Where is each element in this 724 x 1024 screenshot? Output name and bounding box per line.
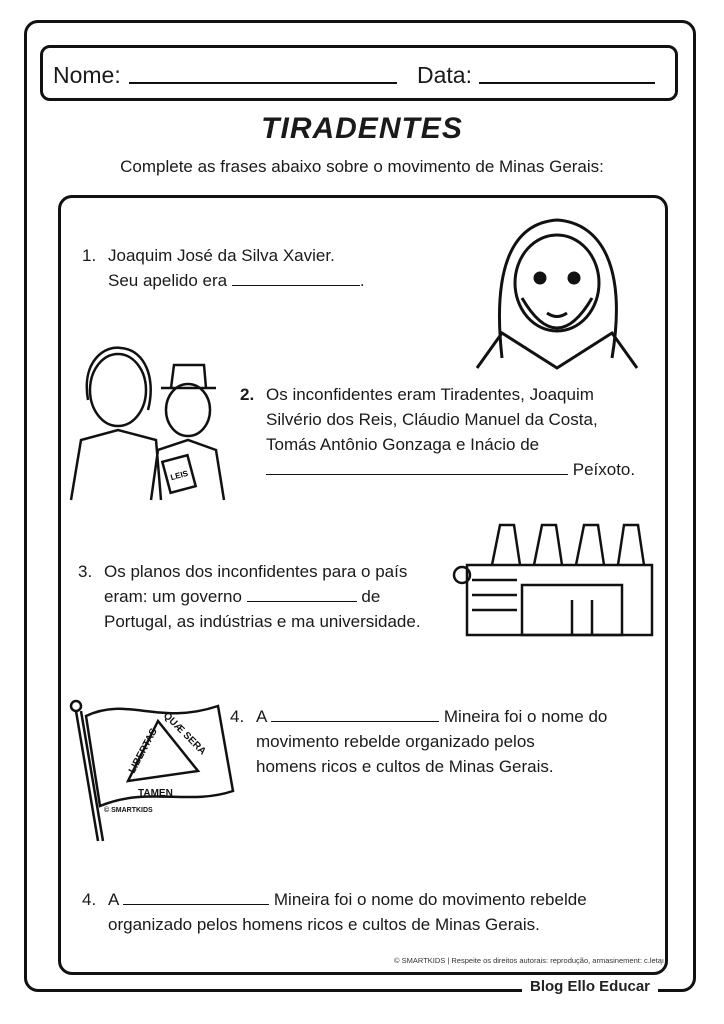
instructions: Complete as frases abaixo sobre o movimento de Minas Gerais: [120,157,604,176]
flag-text-libertas: LIBERTAS [126,726,160,776]
question-3: 3. Os planos dos inconfidentes para o país eram: um governo de Portugal, as indústrias e ma universidade. [78,562,421,631]
name-field[interactable] [129,82,397,84]
question-5: 4. A Mineira foi o nome do movimento rebelde organizado pelos homens ricos e cultos de Minas Gerais. [82,890,587,934]
book-label: LEIS [169,468,190,483]
footer-brand: Blog Ello Educar [522,978,658,995]
flag-credit: © SMARTKIDS [104,807,153,814]
flag-text-tamen: TAMEN [138,788,173,799]
flag-text-quae-sera: QUÆ SERA [160,710,208,758]
question-1: 1. Joaquim José da Silva Xavier. Seu apelido era . [82,246,365,290]
answer-blank-5[interactable] [123,890,269,905]
answer-blank-2[interactable] [266,460,568,475]
header-box [40,45,678,101]
question-2: 2. Os inconfidentes eram Tiradentes, Joaquim Silvério dos Reis, Cláudio Manuel da Costa, Tomás Antônio Gonzaga e Inácio de Peíxoto. [240,385,636,479]
answer-blank-4[interactable] [271,707,439,722]
copyright-notice: © SMARTKIDS | Respeite os direitos autorais: reprodução, armasinement: c.letąı [394,956,664,965]
factory-illustration [452,520,664,645]
date-label: Data: [417,62,472,88]
question-4: 4. A Mineira foi o nome do movimento rebelde organizado pelos homens ricos e cultos de Minas Gerais. [230,707,608,776]
minas-flag-illustration [68,696,238,846]
date-field[interactable] [479,82,655,84]
name-label: Nome: [53,62,121,88]
page-title: TIRADENTES [261,112,463,145]
inconfidentes-illustration [66,340,231,510]
tiradentes-illustration [462,208,652,370]
answer-blank-1[interactable] [232,271,360,286]
answer-blank-3[interactable] [247,587,357,602]
